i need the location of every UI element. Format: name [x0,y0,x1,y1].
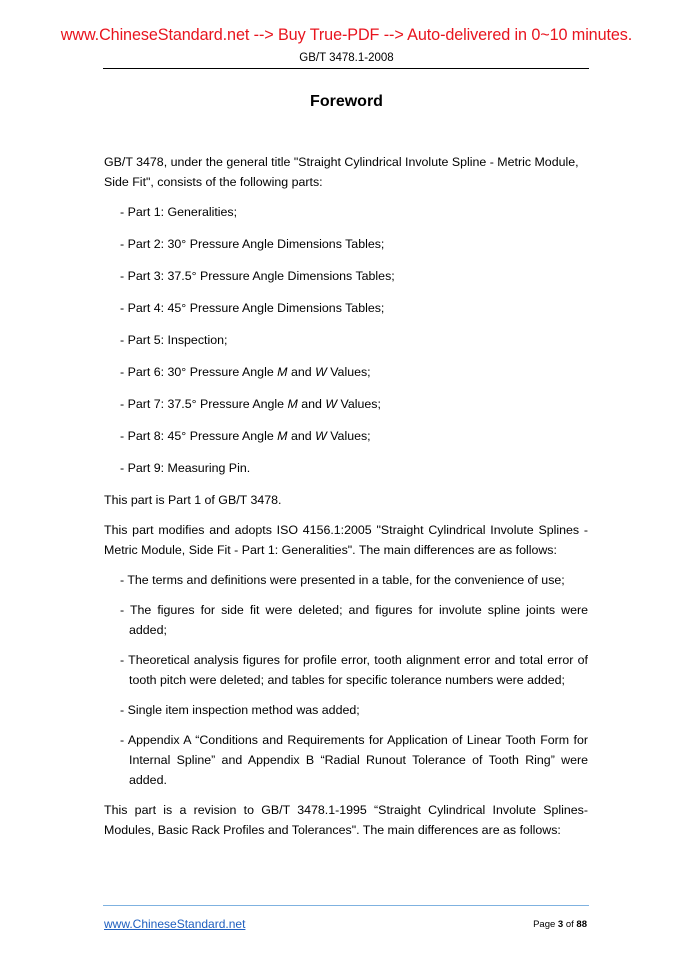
list-item: - Theoretical analysis figures for profile error, tooth alignment error and total error of tooth pitch were deleted; and tables for specific tolerance numbers were added; [120,653,588,687]
list-item: - Part 8: 45° Pressure Angle M and W Values; [120,429,371,443]
list-item: - Part 6: 30° Pressure Angle M and W Values; [120,365,371,379]
list-item: - The terms and definitions were presented in a table, for the convenience of use; [120,573,565,587]
list-item: - Part 1: Generalities; [120,205,238,219]
list-item: - Part 5: Inspection; [120,333,228,347]
standard-code-header: GB/T 3478.1-2008 [299,52,394,64]
part-statement: This part is Part 1 of GB/T 3478. [104,493,282,507]
list-item: - Part 4: 45° Pressure Angle Dimensions Tables; [120,301,385,315]
iso-differences-list [104,570,588,790]
document-body [104,152,588,850]
promo-banner[interactable]: www.ChineseStandard.net --> Buy True-PDF --> Auto-delivered in 0~10 minutes. [60,26,633,44]
list-item: - The figures for side fit were deleted; and figures for involute spline joints were added; [120,603,588,637]
footer-divider [103,905,589,906]
parts-list [104,202,588,478]
revision-statement: This part is a revision to GB/T 3478.1-1995 “Straight Cylindrical Involute Splines-Modules, Basic Rack Profiles and Tolerances". The main differences are as follows: [104,803,588,837]
footer-website-link[interactable]: www.ChineseStandard.net [104,917,246,931]
list-item: - Part 9: Measuring Pin. [120,461,251,475]
page-indicator: Page 3 of 88 [533,919,587,930]
list-item: - Part 2: 30° Pressure Angle Dimensions Tables; [120,237,385,251]
iso-statement: This part modifies and adopts ISO 4156.1:2005 "Straight Cylindrical Involute Splines - Metric Module, Side Fit - Part 1: Generalities". The main differences are as follows: [104,523,588,557]
list-item: - Single item inspection method was added; [120,703,360,717]
list-item: - Part 7: 37.5° Pressure Angle M and W Values; [120,397,381,411]
list-item: - Part 3: 37.5° Pressure Angle Dimensions Tables; [120,269,395,283]
header-divider [103,68,589,69]
intro-paragraph: GB/T 3478, under the general title "Straight Cylindrical Involute Spline - Metric Module, Side Fit", consists of the following parts: [104,155,579,189]
list-item: - Appendix A “Conditions and Requirements for Application of Linear Tooth Form for Internal Spline” and Appendix B “Radial Runout Tolerance of Tooth Ring” were added. [120,733,588,787]
page-title: Foreword [310,93,383,110]
